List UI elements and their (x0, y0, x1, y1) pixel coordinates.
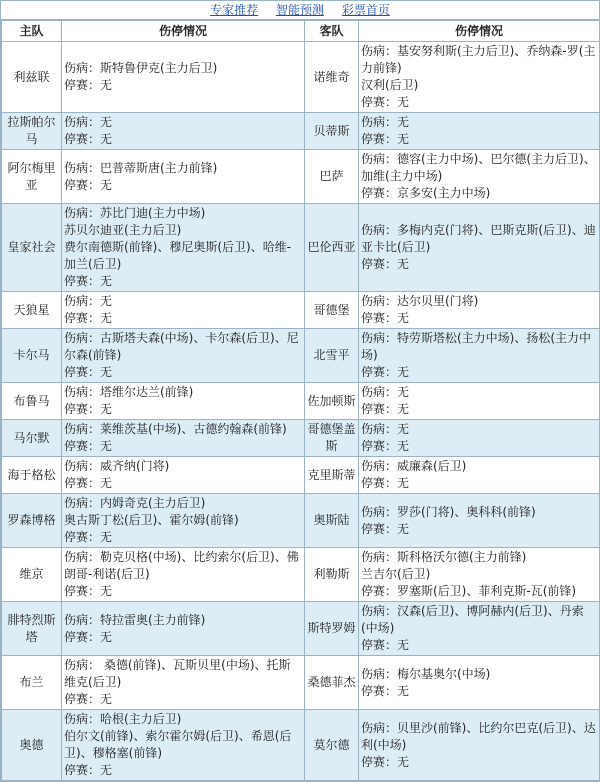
info-line: 停赛：无 (361, 476, 410, 490)
info-line: 停赛：京多安(主力中场) (361, 186, 491, 200)
home-injury-info (62, 548, 305, 602)
header-home: 主队 (2, 21, 62, 42)
table-row (2, 113, 600, 150)
home-injury-info (62, 710, 305, 781)
info-line: 伤病：苏比门迪(主力中场) (64, 206, 206, 220)
info-line: 伤病：莱维茨基(中场)、古德约翰森(前锋) (64, 422, 287, 436)
home-injury-info (62, 457, 305, 494)
info-line: 停赛：无 (361, 257, 410, 271)
away-team: 哥德堡盖斯 (305, 420, 359, 457)
home-team: 布鲁马 (2, 383, 62, 420)
info-line: 汉利(后卫) (361, 78, 419, 92)
table-row (2, 292, 600, 329)
info-line: 停赛：无 (64, 584, 113, 598)
info-line: 伤病：德容(主力中场)、巴尔德(主力后卫)、加维(主力中场) (361, 152, 596, 183)
away-injury-info (359, 494, 600, 548)
table-row (2, 602, 600, 656)
info-line: 奥古斯丁松(后卫)、霍尔姆(前锋) (64, 513, 239, 527)
info-line: 停赛：无 (64, 274, 113, 288)
info-line: 伤病：巴普蒂斯唐(主力前锋) (64, 160, 218, 175)
info-line: 停赛：无 (64, 439, 113, 453)
info-line: 伤病：塔维尔达兰(前锋) (64, 385, 194, 399)
info-line: 停赛：无 (361, 365, 410, 379)
home-team: 海于格松 (2, 457, 62, 494)
away-injury-info (359, 113, 600, 150)
info-line: 伤病：内姆奇克(主力后卫) (64, 496, 206, 510)
info-line: 伤病：古斯塔夫森(中场)、卡尔森(后卫)、尼尔森(前锋) (64, 331, 299, 362)
home-injury-info (62, 150, 305, 204)
info-line: 停赛：无 (64, 629, 113, 644)
home-injury-info (62, 602, 305, 656)
away-injury-info (359, 420, 600, 457)
info-line: 伤病：无 (64, 115, 113, 129)
info-line: 停赛：无 (361, 439, 410, 453)
info-line: 伤病：贝里沙(前锋)、比约尔巴克(后卫)、达利(中场) (361, 720, 596, 752)
away-team: 诺维奇 (305, 42, 359, 113)
info-line: 停赛：无 (361, 402, 410, 416)
info-line: 停赛：无 (64, 476, 113, 490)
injury-table (1, 20, 600, 781)
info-line: 停赛：无 (361, 754, 410, 769)
away-injury-info (359, 602, 600, 656)
info-line: 停赛：无 (64, 78, 113, 92)
info-line: 伤病：多梅内克(门将)、巴斯克斯(后卫)、迪亚卡比(后卫) (361, 223, 596, 254)
table-row (2, 383, 600, 420)
away-injury-info (359, 204, 600, 292)
home-injury-info (62, 42, 305, 113)
away-injury-info (359, 42, 600, 113)
info-line: 停赛：无 (64, 177, 113, 192)
info-line: 费尔南德斯(前锋)、穆尼奥斯(后卫)、哈维-加兰(后卫) (64, 240, 292, 271)
info-line: 伤病： 桑德(前锋)、瓦斯贝里(中场)、托斯维克(后卫) (64, 658, 291, 689)
home-team: 奥德 (2, 710, 62, 781)
away-team: 巴伦西亚 (305, 204, 359, 292)
table-row (2, 656, 600, 710)
home-injury-info (62, 292, 305, 329)
away-team: 奥斯陆 (305, 494, 359, 548)
table-row (2, 457, 600, 494)
away-injury-info (359, 292, 600, 329)
away-team: 斯特罗姆 (305, 602, 359, 656)
home-team: 拉斯帕尔马 (2, 113, 62, 150)
away-team: 北雪平 (305, 329, 359, 383)
info-line: 伤病：罗莎(门将)、奥科科(前锋) (361, 504, 536, 519)
away-injury-info (359, 457, 600, 494)
home-team: 布兰 (2, 656, 62, 710)
home-team: 腓特烈斯塔 (2, 602, 62, 656)
home-injury-info (62, 656, 305, 710)
home-injury-info (62, 113, 305, 150)
table-row (2, 710, 600, 781)
away-injury-info (359, 150, 600, 204)
info-line: 伤病：达尔贝里(门将) (361, 294, 479, 308)
away-team: 贝蒂斯 (305, 113, 359, 150)
table-row (2, 420, 600, 457)
info-line: 伤病：无 (361, 385, 410, 399)
info-line: 伯尔文(前锋)、索尔霍尔姆(后卫)、希恩(后卫)、穆格塞(前锋) (64, 729, 292, 760)
table-row (2, 494, 600, 548)
home-injury-info (62, 420, 305, 457)
info-line: 伤病：特劳斯塔松(主力中场)、扬松(主力中场) (361, 331, 592, 362)
home-team: 罗森博格 (2, 494, 62, 548)
info-line: 伤病：哈根(主力后卫) (64, 712, 182, 726)
home-injury-info (62, 383, 305, 420)
info-line: 伤病：威廉森(后卫) (361, 459, 467, 473)
home-injury-info (62, 494, 305, 548)
info-line: 停赛：无 (64, 311, 113, 325)
info-line: 停赛：无 (361, 95, 410, 109)
table-row (2, 204, 600, 292)
info-line: 停赛：无 (361, 683, 410, 698)
info-line: 伤病：斯科格沃尔德(主力前锋) (361, 550, 527, 564)
home-team: 马尔默 (2, 420, 62, 457)
info-line: 停赛：无 (361, 311, 410, 325)
info-line: 兰吉尔(后卫) (361, 567, 431, 581)
info-line: 停赛：无 (64, 763, 113, 777)
nav-expert-recommend[interactable]: 专家推荐 (210, 3, 259, 17)
table-body (2, 42, 600, 781)
home-team: 卡尔马 (2, 329, 62, 383)
table-row (2, 42, 600, 113)
info-line: 伤病：基安努利斯(主力后卫)、乔纳森-罗(主力前锋) (361, 44, 596, 75)
info-line: 停赛：无 (361, 521, 410, 536)
table-row (2, 548, 600, 602)
away-team: 利勒斯 (305, 548, 359, 602)
nav-lottery-home[interactable]: 彩票首页 (341, 3, 390, 17)
home-injury-info (62, 204, 305, 292)
away-injury-info (359, 656, 600, 710)
table-row (2, 329, 600, 383)
home-team: 阿尔梅里亚 (2, 150, 62, 204)
info-line: 伤病：特拉雷奥(主力前锋) (64, 612, 206, 627)
info-line: 停赛：无 (361, 638, 410, 652)
info-line: 伤病：无 (361, 115, 410, 129)
info-line: 伤病：斯特鲁伊克(主力后卫) (64, 61, 218, 75)
info-line: 伤病：勒克贝格(中场)、比约索尔(后卫)、佛朗哥-利诺(后卫) (64, 550, 299, 581)
away-team: 莫尔德 (305, 710, 359, 781)
away-injury-info (359, 548, 600, 602)
table-row (2, 150, 600, 204)
nav-smart-prediction[interactable]: 智能预测 (275, 3, 324, 17)
away-injury-info (359, 329, 600, 383)
info-line: 伤病：梅尔基奥尔(中场) (361, 666, 491, 681)
info-line: 伤病：威齐纳(门将) (64, 459, 170, 473)
info-line: 停赛：无 (64, 692, 113, 706)
home-team: 天狼星 (2, 292, 62, 329)
away-team: 桑德菲杰 (305, 656, 359, 710)
table-header-row (2, 21, 600, 42)
info-line: 停赛：无 (64, 402, 113, 416)
away-team: 克里斯蒂 (305, 457, 359, 494)
info-line: 伤病：汉森(后卫)、博阿赫内(后卫)、丹索(中场) (361, 604, 584, 635)
header-home-info: 伤停情况 (62, 21, 305, 42)
home-injury-info (62, 329, 305, 383)
away-team: 佐加顿斯 (305, 383, 359, 420)
away-team: 哥德堡 (305, 292, 359, 329)
home-team: 利兹联 (2, 42, 62, 113)
away-injury-info (359, 710, 600, 781)
header-away: 客队 (305, 21, 359, 42)
away-team: 巴萨 (305, 150, 359, 204)
away-injury-info (359, 383, 600, 420)
home-team: 皇家社会 (2, 204, 62, 292)
info-line: 停赛：无 (64, 530, 113, 544)
info-line: 停赛：无 (64, 132, 113, 146)
info-line: 伤病：无 (64, 294, 113, 308)
info-line: 苏贝尔迪亚(主力后卫) (64, 223, 182, 237)
home-team: 维京 (2, 548, 62, 602)
info-line: 停赛：无 (361, 132, 410, 146)
info-line: 停赛：无 (64, 365, 113, 379)
info-line: 停赛：罗塞斯(后卫)、菲利克斯-瓦(前锋) (361, 584, 577, 598)
header-away-info: 伤停情况 (359, 21, 600, 42)
info-line: 伤病：无 (361, 422, 410, 436)
top-nav (1, 1, 599, 20)
